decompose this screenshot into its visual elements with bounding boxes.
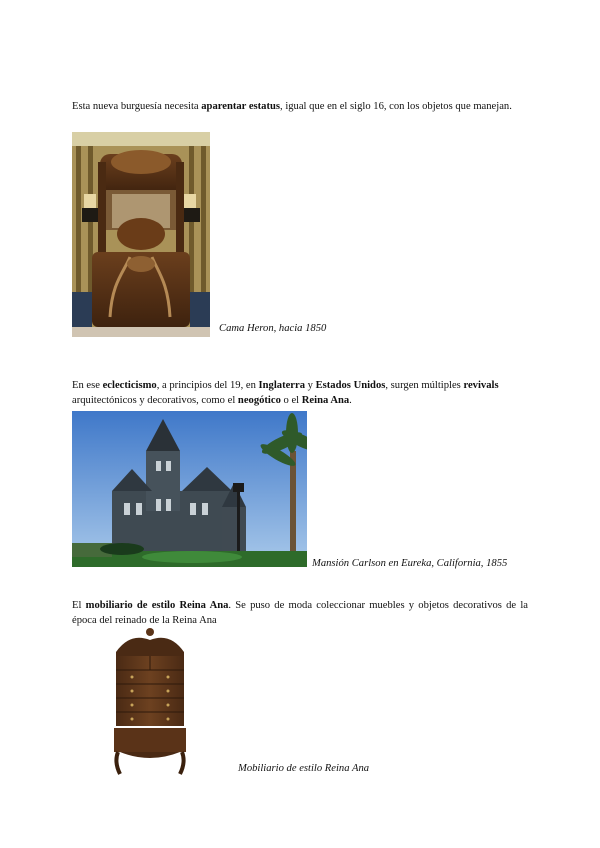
bold-term: aparentar estatus [201, 100, 281, 112]
carlson-mansion-image [72, 411, 307, 567]
caption-mansion: Mansión Carlson en Eureka, California, 1855 [312, 558, 508, 569]
bold-term: neogótico [237, 394, 281, 406]
caption-bed: Cama Heron, hacia 1850 [219, 323, 327, 334]
bold-term: Reina Ana [301, 394, 350, 406]
paragraph-queen-anne: El mobiliario de estilo Reina Ana. Se puso de moda coleccionar muebles y objetos decorativos de la época del reinado de la Reina Ana [72, 599, 528, 626]
bold-term: eclecticismo [102, 379, 157, 391]
heron-bed-image [72, 132, 210, 337]
paragraph-eclecticism: En ese eclecticismo, a principios del 19, en Inglaterra y Estados Unidos, surgen múltiples revivals arquitectónicos y decorativos, como el neogótico o el Reina Ana. [72, 379, 499, 406]
bold-term: mobiliario de estilo Reina Ana [85, 599, 229, 611]
paragraph-status: Esta nueva burguesía necesita aparentar estatus, igual que en el siglo 16, con los objetos que manejan. [72, 100, 512, 112]
bold-term: revivals [463, 379, 499, 391]
queen-anne-highboy-image [110, 626, 190, 776]
bold-term: Estados Unidos [315, 379, 386, 391]
caption-furniture: Mobiliario de estilo Reina Ana [238, 763, 370, 774]
bold-term: Inglaterra [258, 379, 305, 391]
